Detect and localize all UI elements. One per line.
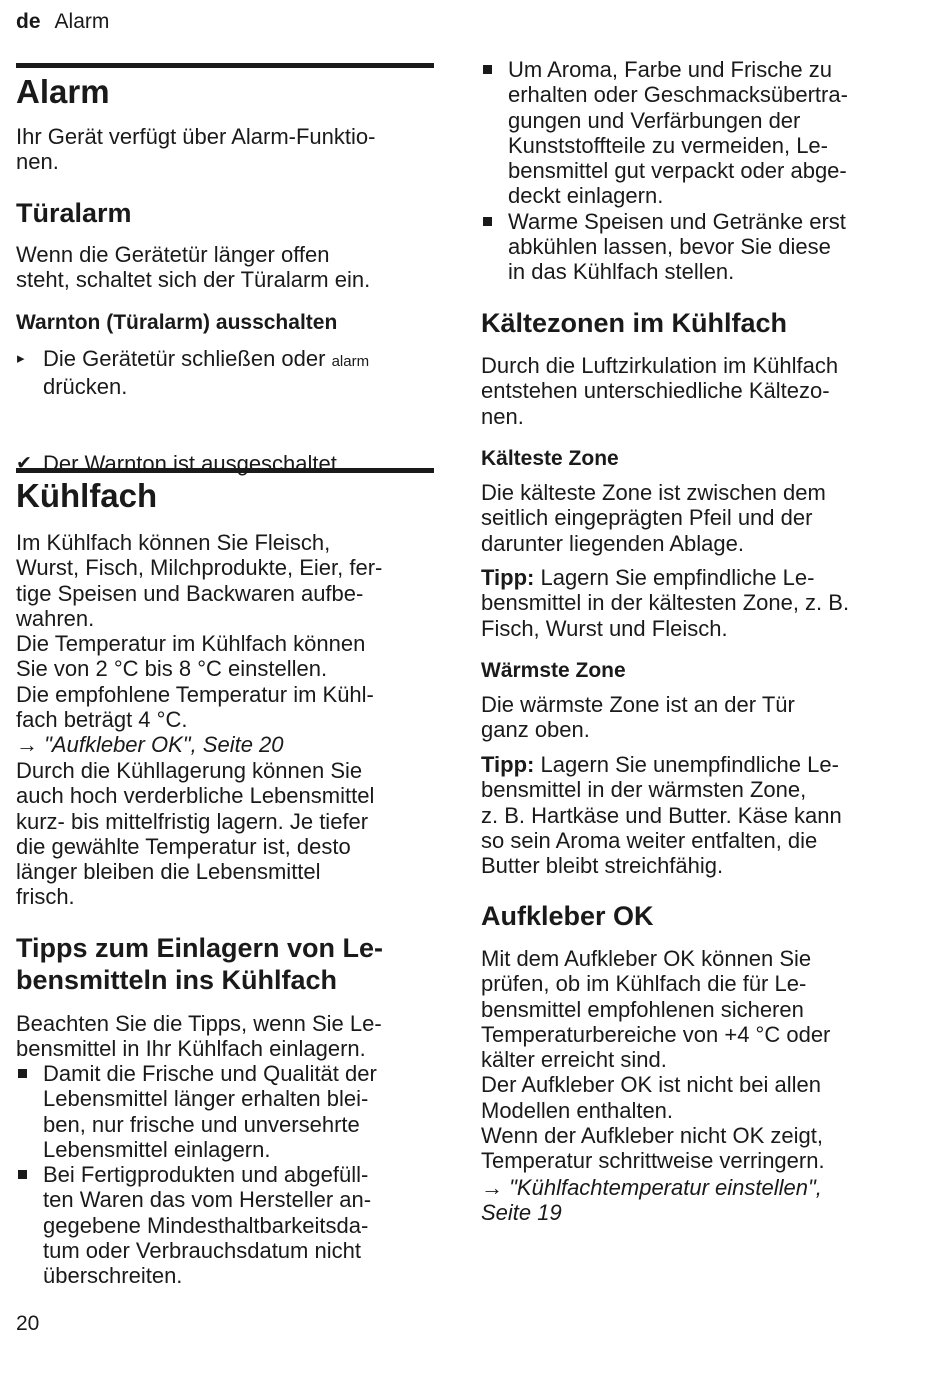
alarm-text: Ihr Gerät verfügt über Alarm-Funktio- nen.	[16, 124, 376, 175]
heading-kaelteste-zone: Kälteste Zone	[481, 447, 619, 470]
step-text-2: drücken.	[43, 374, 128, 400]
instruction-step	[16, 346, 434, 400]
waermste-zone-tip	[481, 752, 911, 878]
tueralarm-text: Wenn die Gerätetür länger offen steht, schaltet sich der Türalarm ein.	[16, 242, 371, 293]
bullet-square-icon	[18, 1069, 27, 1078]
section-rule	[16, 468, 434, 473]
heading-kaeltezonen: Kältezonen im Kühlfach	[481, 308, 788, 338]
heading-aufkleber-ok: Aufkleber OK	[481, 901, 654, 931]
list-item: Bei Fertigprodukten und abgefüll- ten Waren das vom Hersteller an- gegebene Mindesthaltbarkeitsda- tum oder Verbrauchsdatum nicht überschreiten.	[16, 1162, 434, 1288]
heading-waermste-zone: Wärmste Zone	[481, 659, 626, 682]
kaelteste-zone-text: Die kälteste Zone ist zwischen dem seitlich eingeprägten Pfeil und der darunter liegenden Ablage.	[481, 480, 826, 556]
list-item: Warme Speisen und Getränke erst abkühlen lassen, bevor Sie diese in das Kühlfach stellen.	[481, 209, 911, 285]
kaelteste-zone-tip	[481, 565, 911, 641]
language-tag: de	[16, 10, 41, 33]
header-section: Alarm	[54, 10, 110, 33]
page-number: 20	[16, 1312, 40, 1335]
heading-tueralarm: Türalarm	[16, 198, 132, 228]
left-column	[16, 0, 434, 1289]
cross-reference-link[interactable]: → "Kühlfachtemperatur einstellen", Seite 19	[481, 1175, 822, 1226]
bullet-square-icon	[483, 65, 492, 74]
section-rule	[16, 63, 434, 68]
waermste-zone-text: Die wärmste Zone ist an der Tür ganz oben.	[481, 692, 795, 743]
heading-kuehlfach: Kühlfach	[16, 477, 158, 514]
tipps-list-continued	[481, 57, 911, 285]
kuehlfach-text-1: Im Kühlfach können Sie Fleisch, Wurst, Fisch, Milchprodukte, Eier, fer- tige Speisen und Backwaren aufbe- wahren. Die Temperatur im Kühlfach können Sie von 2 °C bis 8 °C einstellen. Die empfohlene Temperatur im Kühl- fach beträgt 4 °C.	[16, 530, 383, 733]
bullet-square-icon	[483, 217, 492, 226]
result-text: Der Warnton ist ausgeschaltet.	[43, 450, 343, 476]
tip-label: Tipp:	[481, 565, 535, 590]
tip-text: Lagern Sie empfindliche Le- bensmittel in der kältesten Zone, z. B. Fisch, Wurst und Fleisch.	[481, 565, 850, 641]
step-marker-icon: ▸	[17, 350, 25, 367]
checkmark-icon: ✔	[16, 452, 32, 474]
tipps-list	[16, 1061, 434, 1289]
list-item: Um Aroma, Farbe und Frische zu erhalten oder Geschmacksübertra- gungen und Verfärbungen der Kunststoffteile zu vermeiden, Le- bensmittel gut verpackt oder abge- deckt einlagern.	[481, 57, 911, 209]
tip-label: Tipp:	[481, 752, 535, 777]
step-text-1: Die Gerätetür schließen oder	[43, 346, 326, 371]
kaeltezonen-text: Durch die Luftzirkulation im Kühlfach entstehen unterschiedliche Kältezo- nen.	[481, 353, 839, 429]
heading-warnton: Warnton (Türalarm) ausschalten	[16, 311, 338, 334]
heading-alarm: Alarm	[16, 73, 110, 110]
alarm-key-label: alarm	[331, 353, 370, 370]
kuehlfach-text-2: Durch die Kühllagerung können Sie auch hoch verderbliche Lebensmittel kurz- bis mittelfristig lagern. Je tiefer die gewählte Temperatur ist, desto länger bleiben die Lebensmittel frisch.	[16, 758, 375, 910]
bullet-square-icon	[18, 1170, 27, 1179]
tipps-intro: Beachten Sie die Tipps, wenn Sie Le- bensmittel in Ihr Kühlfach einlagern.	[16, 1011, 382, 1062]
list-item: Damit die Frische und Qualität der Lebensmittel länger erhalten blei- ben, nur frische und unversehrte Lebensmittel einlagern.	[16, 1061, 434, 1162]
tip-text: Lagern Sie unempfindliche Le- bensmittel in der wärmsten Zone, z. B. Hartkäse und Butter. Käse kann so sein Aroma weiter entfalten, die Butter bleibt streichfähig.	[481, 752, 842, 879]
heading-tipps: Tipps zum Einlagern von Le- bensmitteln ins Kühlfach	[16, 933, 384, 995]
aufkleber-ok-text: Mit dem Aufkleber OK können Sie prüfen, ob im Kühlfach die für Le- bensmittel empfohlenen sicheren Temperaturbereiche von +4 °C oder kälter erreicht sind. Der Aufkleber OK ist nicht bei allen Modellen enthalten. Wenn der Aufkleber nicht OK zeigt, Temperatur schrittweise verringern.	[481, 946, 831, 1174]
cross-reference-link[interactable]: → "Aufkleber OK", Seite 20	[16, 732, 284, 757]
